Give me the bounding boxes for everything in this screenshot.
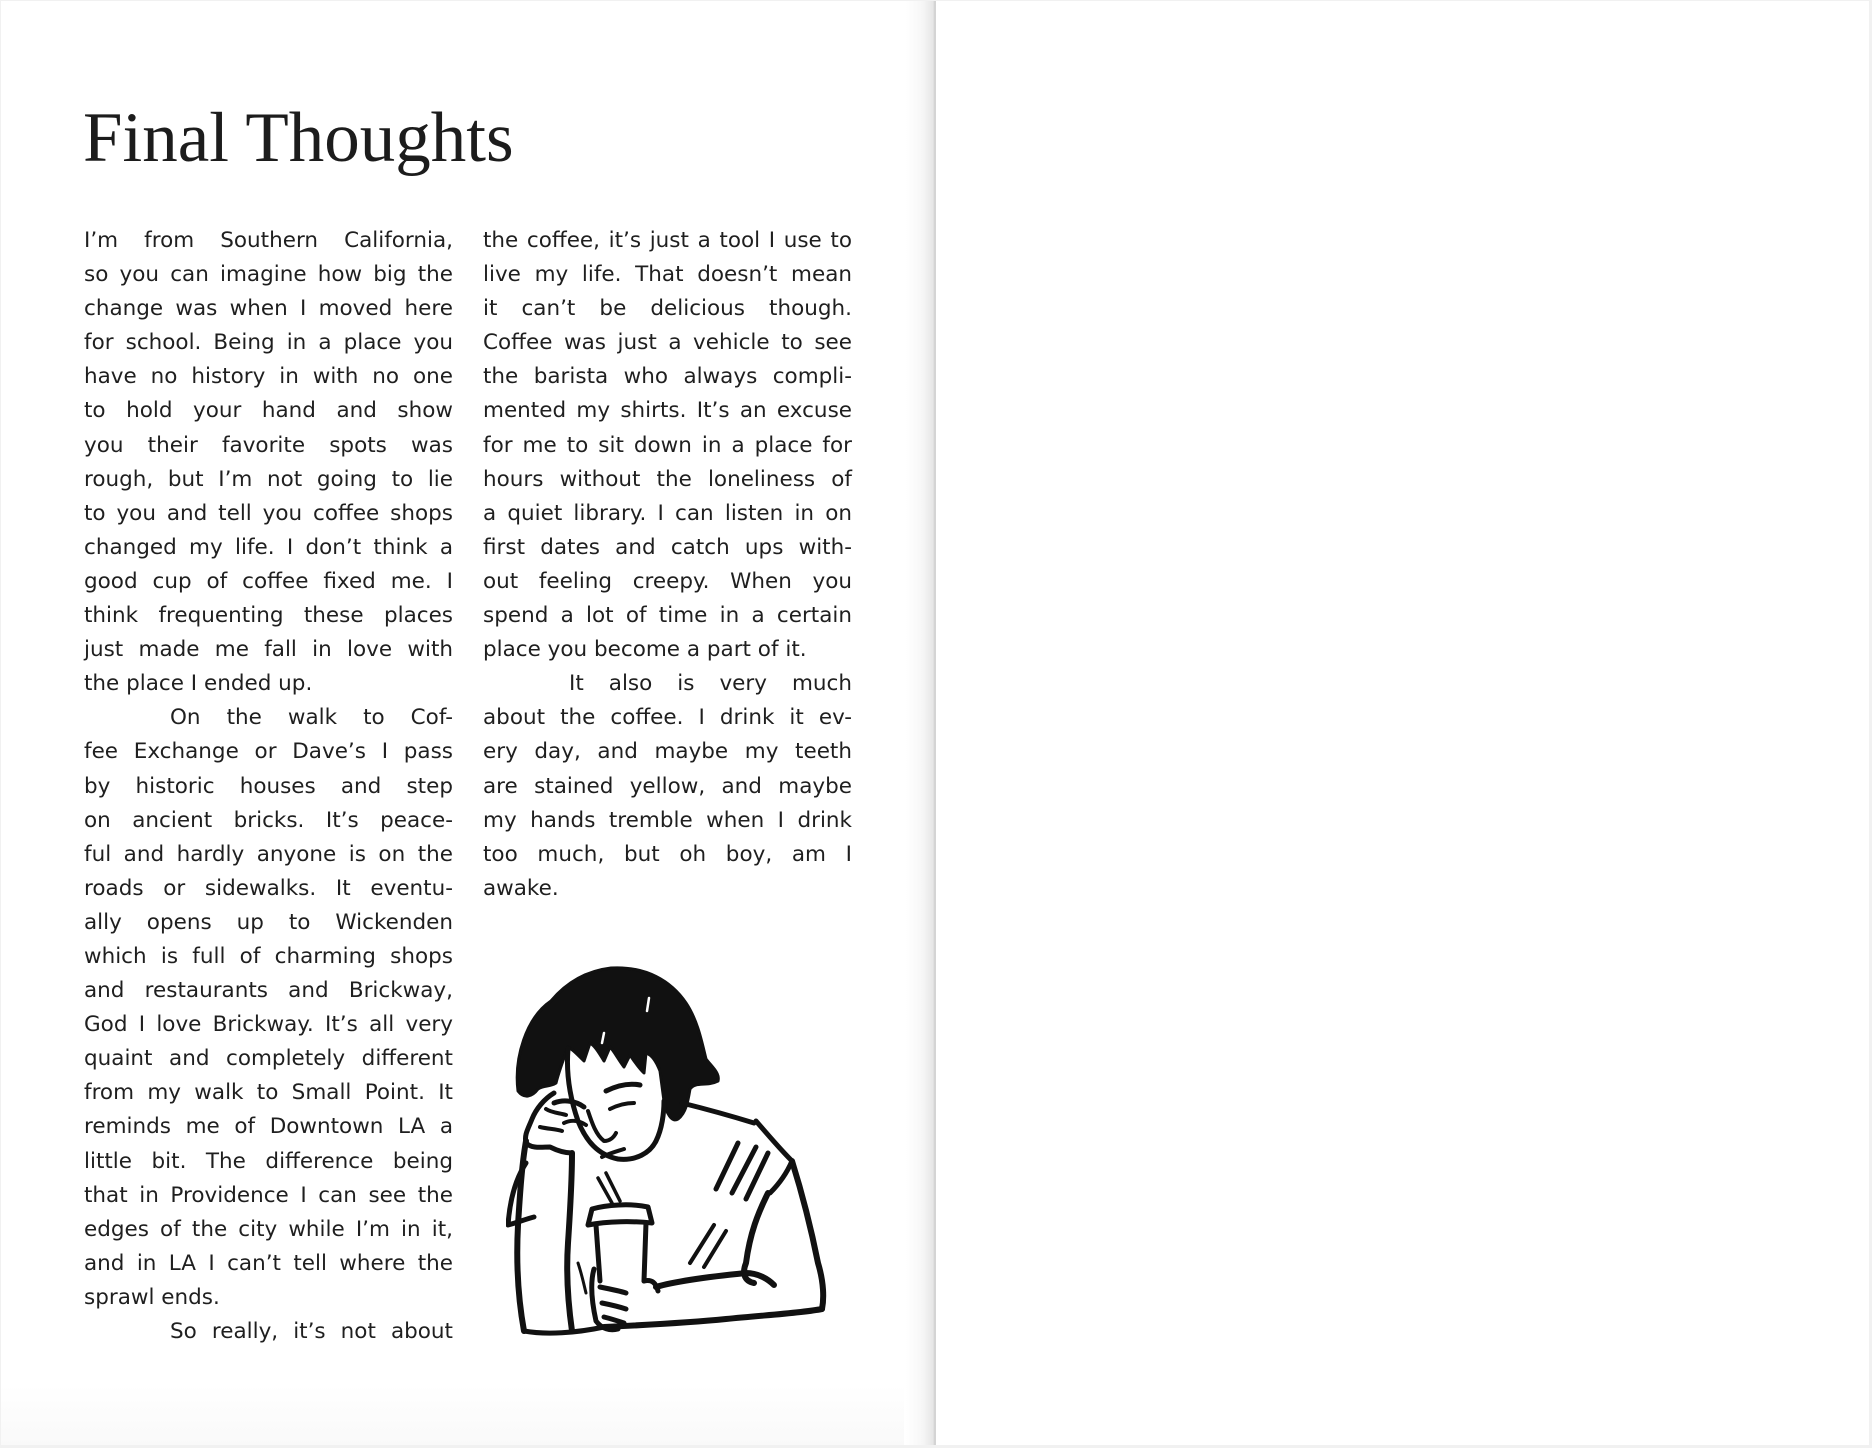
right-page-blank bbox=[936, 1, 1869, 1445]
table-edge bbox=[524, 1327, 604, 1333]
text-line: changed my life. I don’t think a bbox=[84, 534, 453, 560]
left-text-column bbox=[84, 224, 453, 1349]
right-inner-arm bbox=[744, 1193, 768, 1283]
text-line: little bit. The difference being bbox=[84, 1148, 453, 1174]
text-line: you their favorite spots was bbox=[84, 432, 453, 458]
text-line: about the coffee. I drink it ev- bbox=[483, 705, 852, 731]
coffee-cup-body bbox=[596, 1223, 646, 1281]
eyebrow-left bbox=[554, 1101, 584, 1107]
text-line: and restaurants and Brickway, bbox=[84, 978, 453, 1004]
text-line: ally opens up to Wickenden bbox=[84, 909, 453, 935]
text-line: to you and tell you coffee shops bbox=[84, 500, 453, 526]
text-line: for me to sit down in a place for bbox=[483, 432, 852, 458]
text-line: to hold your hand and show bbox=[84, 398, 453, 424]
right-forearm-bottom bbox=[604, 1309, 822, 1327]
text-line: spend a lot of time in a certain bbox=[483, 603, 852, 629]
text-line: on ancient bricks. It’s peace- bbox=[84, 807, 453, 833]
text-line: roads or sidewalks. It eventu- bbox=[84, 875, 453, 901]
text-line: are stained yellow, and maybe bbox=[483, 773, 852, 799]
shirt-fold bbox=[690, 1225, 726, 1267]
ink-drawing bbox=[508, 968, 823, 1333]
coffee-drinker-illustration bbox=[506, 963, 836, 1348]
text-line: out feeling creepy. When you bbox=[483, 568, 852, 594]
right-upper-arm bbox=[792, 1161, 823, 1309]
text-line: Coffee was just a vehicle to see bbox=[483, 330, 852, 356]
text-line: good cup of coffee fixed me. I bbox=[84, 568, 453, 594]
text-line: my hands tremble when I drink bbox=[483, 807, 852, 833]
text-line: first dates and catch ups with- bbox=[483, 534, 852, 560]
text-line: hours without the loneliness of bbox=[483, 466, 852, 492]
text-line: which is full of charming shops bbox=[84, 943, 453, 969]
text-line: the coffee, it’s just a tool I use to bbox=[483, 228, 852, 253]
text-line: awake. bbox=[483, 875, 559, 901]
coffee-cup-lid bbox=[588, 1205, 652, 1225]
left-page bbox=[1, 1, 934, 1445]
text-line: think frequenting these places bbox=[84, 603, 453, 629]
hand-shading bbox=[578, 1263, 586, 1293]
text-line: so you can imagine how big the bbox=[84, 262, 453, 288]
text-line: have no history in with no one bbox=[84, 364, 453, 390]
text-line: ful and hardly anyone is on the bbox=[84, 841, 453, 867]
eye-right bbox=[610, 1103, 634, 1109]
text-line: just made me fall in love with bbox=[84, 637, 453, 663]
text-line: quaint and completely different bbox=[84, 1046, 453, 1072]
finger-lines bbox=[540, 1109, 566, 1131]
text-line: place you become a part of it. bbox=[483, 637, 807, 663]
text-line: from my walk to Small Point. It bbox=[84, 1080, 453, 1106]
neckline bbox=[682, 1103, 754, 1123]
text-line: ery day, and maybe my teeth bbox=[483, 739, 852, 765]
text-line: rough, but I’m not going to lie bbox=[84, 466, 453, 492]
text-line: It also is very much bbox=[569, 671, 852, 697]
text-line: I’m from Southern California, bbox=[84, 228, 453, 253]
text-line: the place I ended up. bbox=[84, 671, 313, 697]
text-line: God I love Brickway. It’s all very bbox=[84, 1012, 453, 1038]
eye-left bbox=[564, 1121, 586, 1125]
text-line: On the walk to Cof- bbox=[170, 705, 453, 731]
text-line: a quiet library. I can listen in on bbox=[483, 500, 852, 526]
right-sleeve bbox=[756, 1121, 792, 1193]
text-line: reminds me of Downtown LA a bbox=[84, 1114, 453, 1140]
text-line: it can’t be delicious though. bbox=[483, 296, 852, 322]
text-line: and in LA I can’t tell where the bbox=[84, 1250, 453, 1276]
text-line: edges of the city while I’m in it, bbox=[84, 1216, 453, 1242]
text-line: sprawl ends. bbox=[84, 1284, 220, 1310]
left-forearm-inner bbox=[567, 1153, 572, 1331]
text-line: too much, but oh boy, am I bbox=[483, 841, 852, 867]
text-line: fee Exchange or Dave’s I pass bbox=[84, 739, 453, 765]
text-line: So really, it’s not about bbox=[170, 1319, 453, 1344]
stirrer bbox=[598, 1173, 620, 1203]
shirt-fold bbox=[716, 1143, 768, 1199]
right-text-column bbox=[483, 224, 852, 906]
text-line: mented my shirts. It’s an excuse bbox=[483, 398, 852, 424]
text-line: change was when I moved here bbox=[84, 296, 453, 322]
nose bbox=[588, 1111, 616, 1141]
text-line: for school. Being in a place you bbox=[84, 330, 453, 356]
text-line: by historic houses and step bbox=[84, 773, 453, 799]
text-line: live my life. That doesn’t mean bbox=[483, 262, 852, 288]
page-title: Final Thoughts bbox=[83, 99, 514, 177]
text-line: that in Providence I can see the bbox=[84, 1182, 453, 1208]
eyebrow-right bbox=[606, 1084, 640, 1091]
text-line: the barista who always compli- bbox=[483, 364, 852, 390]
